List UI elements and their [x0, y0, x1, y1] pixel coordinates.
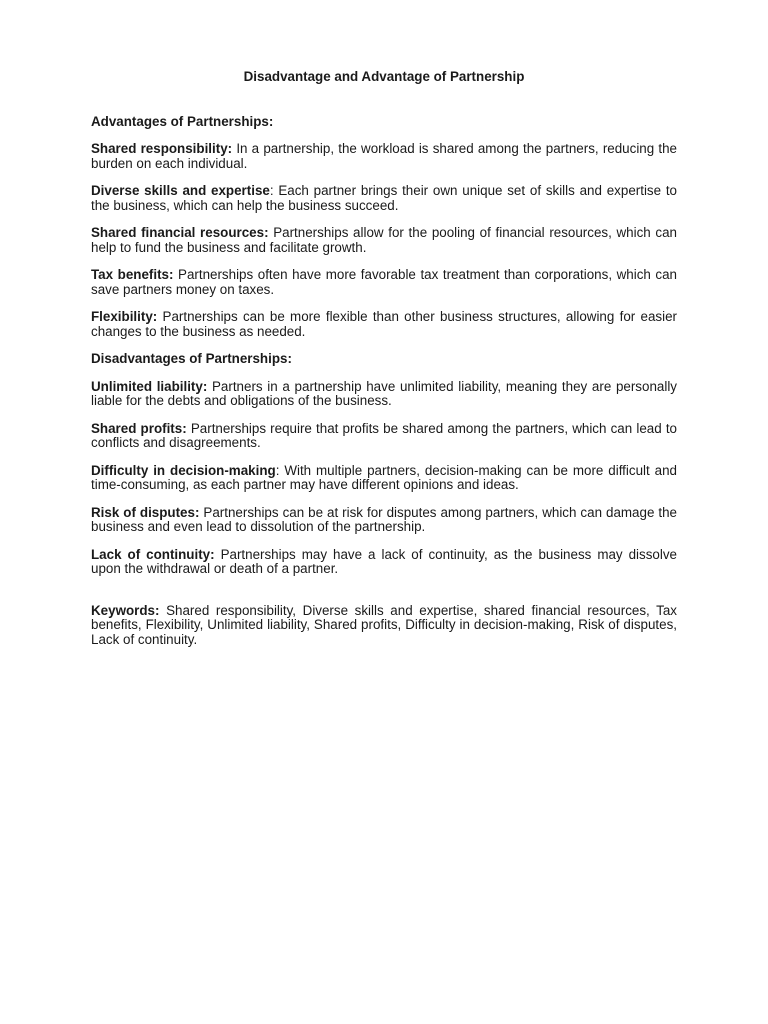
- disadvantage-term: Lack of continuity:: [91, 546, 215, 562]
- disadvantage-term: Unlimited liability:: [91, 378, 208, 394]
- disadvantage-item-risk-of-disputes: [91, 506, 677, 535]
- document-page: [91, 70, 677, 660]
- advantage-item-flexibility: [91, 310, 677, 339]
- advantage-item-shared-responsibility: [91, 142, 677, 171]
- advantage-text: Partnerships often have more favorable tax treatment than corporations, which can save partners money on taxes.: [91, 267, 677, 297]
- advantage-item-shared-financial-resources: [91, 226, 677, 255]
- disadvantage-item-difficulty-decision-making: [91, 464, 677, 493]
- disadvantage-item-unlimited-liability: [91, 380, 677, 409]
- keywords-paragraph: [91, 604, 677, 648]
- advantage-term: Shared responsibility:: [91, 141, 233, 156]
- disadvantage-item-shared-profits: [91, 422, 677, 451]
- disadvantages-heading: Disadvantages of Partnerships:: [91, 351, 292, 366]
- disadvantage-item-lack-of-continuity: [91, 548, 677, 577]
- advantage-term: Flexibility:: [91, 309, 158, 324]
- advantages-heading: Advantages of Partnerships:: [91, 113, 274, 129]
- advantage-term: Tax benefits:: [91, 267, 174, 282]
- disadvantage-text: Partnerships require that profits be shared among the partners, which can lead to conflicts and disagreements.: [91, 420, 678, 450]
- disadvantage-term: Shared profits:: [91, 420, 187, 436]
- disadvantage-term: Difficulty in decision-making: [91, 462, 276, 478]
- advantage-item-diverse-skills: [91, 184, 677, 213]
- advantage-text: : Each partner brings their own unique set of skills and expertise to the business, which can help the business succeed.: [91, 183, 678, 213]
- disadvantage-text: Partners in a partnership have unlimited liability, meaning they are personally liable for the debts and obligations of the business.: [91, 378, 677, 408]
- advantage-text: Partnerships allow for the pooling of financial resources, which can help to fund the business and facilitate growth.: [91, 225, 677, 255]
- disadvantage-text: : With multiple partners, decision-making can be more difficult and time-consuming, as each partner may have different opinions and ideas.: [91, 462, 677, 492]
- keywords-label: Keywords:: [91, 602, 160, 618]
- advantage-term: Shared financial resources:: [91, 225, 269, 240]
- advantage-term: Diverse skills and expertise: [91, 183, 270, 198]
- advantage-item-tax-benefits: [91, 268, 677, 297]
- disadvantage-term: Risk of disputes:: [91, 504, 200, 520]
- advantage-text: In a partnership, the workload is shared among the partners, reducing the burden on each individual.: [91, 141, 678, 171]
- disadvantage-text: Partnerships may have a lack of continuity, as the business may dissolve upon the withdrawal or death of a partner.: [91, 546, 677, 576]
- spacer: [91, 590, 677, 604]
- disadvantage-text: Partnerships can be at risk for disputes among partners, which can damage the business and even lead to dissolution of the partnership.: [91, 504, 677, 534]
- advantage-text: Partnerships can be more flexible than other business structures, allowing for easier changes to the business as needed.: [91, 309, 677, 339]
- document-title: Disadvantage and Advantage of Partnership: [243, 69, 525, 84]
- keywords-text: Shared responsibility, Diverse skills and expertise, shared financial resources, Tax benefits, Flexibility, Unlimited liability, Shared profits, Difficulty in decision-making, Risk of disputes, Lack of continuity.: [91, 602, 677, 647]
